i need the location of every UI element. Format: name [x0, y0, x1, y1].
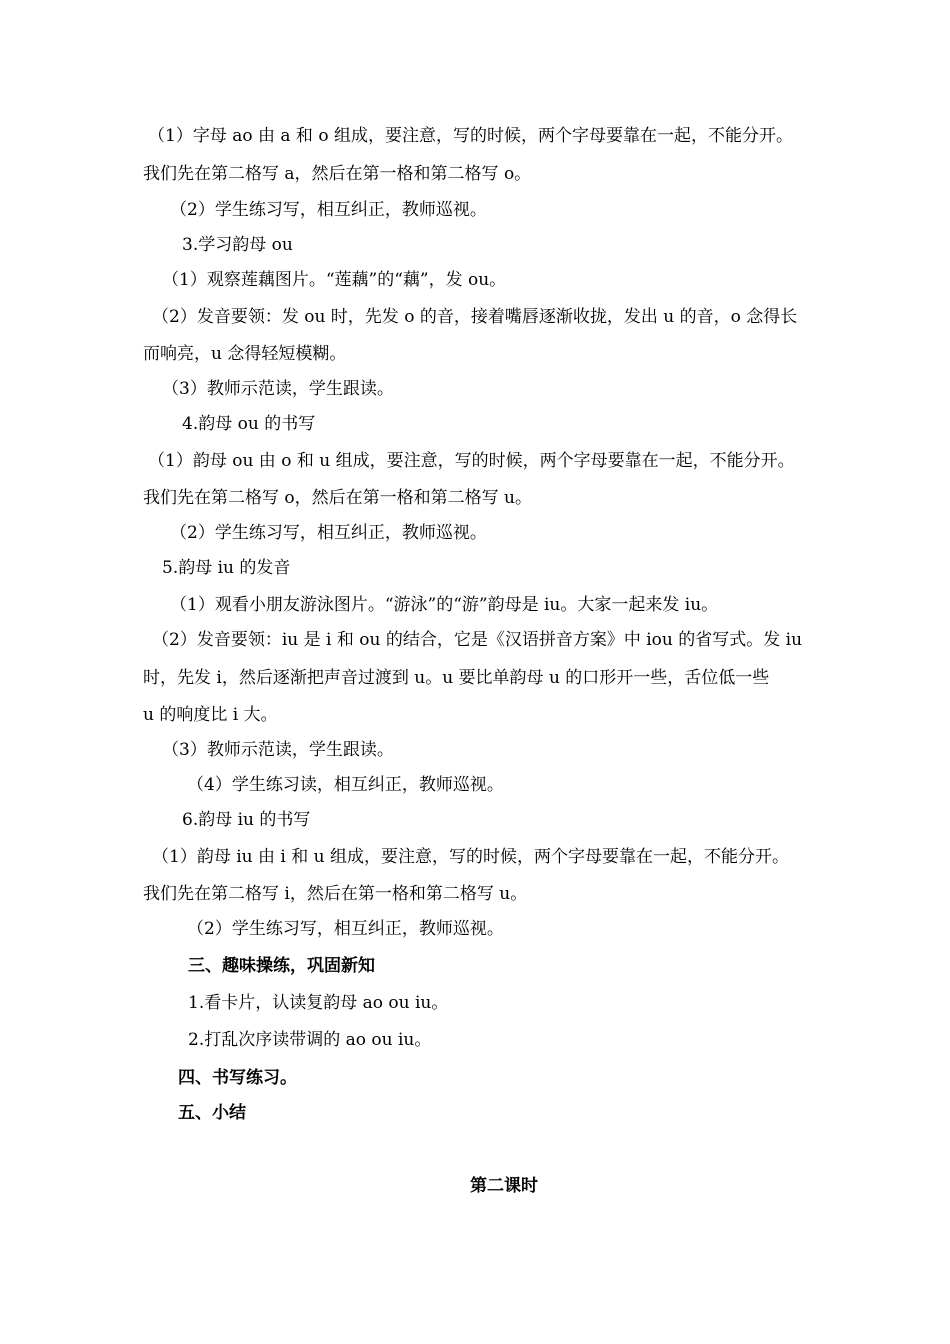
paragraph-line: （1）观看小朋友游泳图片。“游泳”的“游”韵母是 iu。大家一起来发 iu。 [170, 595, 719, 615]
section-heading: 3.学习韵母 ou [182, 235, 293, 255]
paragraph-line: 而响亮，u 念得轻短模糊。 [143, 344, 347, 364]
paragraph-line: （1）韵母 iu 由 i 和 u 组成，要注意，写的时候，两个字母要靠在一起，不能分开。 [152, 847, 790, 867]
paragraph-line: （1）字母 ao 由 a 和 o 组成，要注意，写的时候，两个字母要靠在一起，不能分开。 [148, 126, 793, 146]
paragraph-line: 1.看卡片，认读复韵母 ao ou iu。 [188, 993, 449, 1013]
paragraph-line: （3）教师示范读，学生跟读。 [162, 740, 394, 760]
paragraph-line: u 的响度比 i 大。 [143, 705, 278, 725]
section-heading: 四、书写练习。 [178, 1068, 297, 1088]
section-heading: 5.韵母 iu 的发音 [162, 558, 291, 578]
paragraph-line: （2）发音要领：iu 是 i 和 ou 的结合，它是《汉语拼音方案》中 iou 的省写式。发 iu [152, 630, 803, 650]
paragraph-line: （1）韵母 ou 由 o 和 u 组成，要注意，写的时候，两个字母要靠在一起，不能分开。 [148, 451, 795, 471]
section-heading: 三、趣味操练，巩固新知 [188, 956, 375, 976]
paragraph-line: 时，先发 i，然后逐渐把声音过渡到 u。u 要比单韵母 u 的口形开一些，舌位低一些 [143, 668, 770, 688]
paragraph-line: 2.打乱次序读带调的 ao ou iu。 [188, 1030, 432, 1050]
lesson-title: 第二课时 [470, 1176, 538, 1196]
paragraph-line: 我们先在第二格写 a，然后在第一格和第二格写 o。 [143, 164, 532, 184]
paragraph-line: （2）学生练习写，相互纠正，教师巡视。 [170, 523, 487, 543]
section-heading: 4.韵母 ou 的书写 [182, 414, 316, 434]
paragraph-line: （2）学生练习写，相互纠正，教师巡视。 [187, 919, 504, 939]
section-heading: 五、小结 [178, 1103, 246, 1123]
paragraph-line: （3）教师示范读，学生跟读。 [162, 379, 394, 399]
paragraph-line: （4）学生练习读，相互纠正，教师巡视。 [187, 775, 504, 795]
paragraph-line: 我们先在第二格写 o，然后在第一格和第二格写 u。 [143, 488, 532, 508]
paragraph-line: 我们先在第二格写 i，然后在第一格和第二格写 u。 [143, 884, 528, 904]
paragraph-line: （2）发音要领：发 ou 时，先发 o 的音，接着嘴唇逐渐收拢，发出 u 的音，o 念得长 [152, 307, 798, 327]
paragraph-line: （1）观察莲藕图片。“莲藕”的“藕”，发 ou。 [162, 270, 507, 290]
section-heading: 6.韵母 iu 的书写 [182, 810, 311, 830]
paragraph-line: （2）学生练习写，相互纠正，教师巡视。 [170, 200, 487, 220]
